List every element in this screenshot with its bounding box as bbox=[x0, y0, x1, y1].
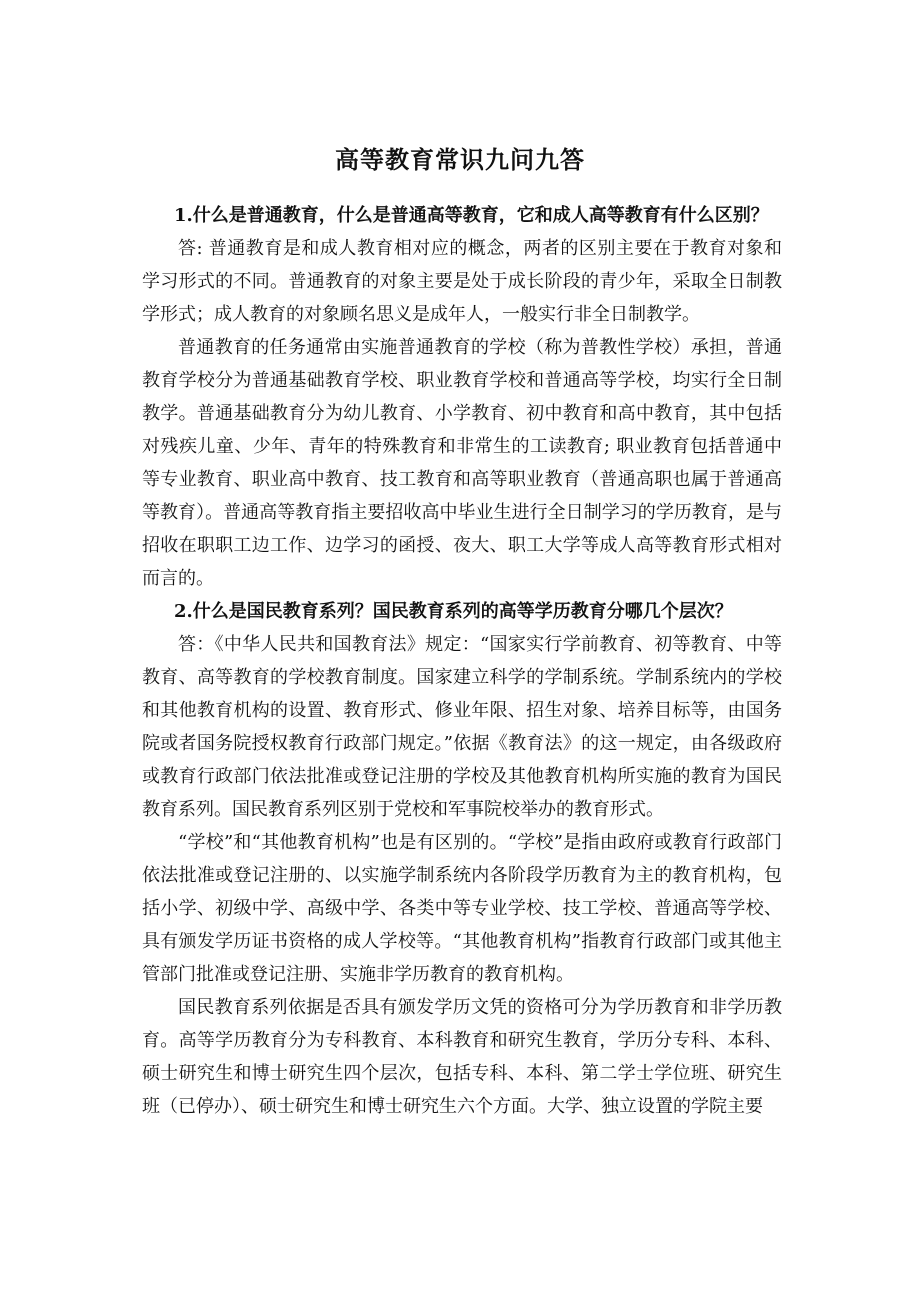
question-1: 1.什么是普通教育，什么是普通高等教育，它和成人高等教育有什么区别？ bbox=[174, 205, 769, 226]
answer-1-paragraph-1: 答: 普通教育是和成人教育相对应的概念，两者的区别主要在于教育对象和学习形式的不同。普通教育的对象主要是处于成长阶段的青少年，采取全日制教学形式；成人教育的对象顾名思义是成年人，一般实行非全日制教学。 bbox=[142, 238, 782, 325]
answer-1-paragraph-2: 普通教育的任务通常由实施普通教育的学校（称为普教性学校）承担，普通教育学校分为普通基础教育学校、职业教育学校和普通高等学校，均实行全日制教学。普通基础教育分为幼儿教育、小学教育、初中教育和高中教育，其中包括对残疾儿童、少年、青年的特殊教育和非常生的工读教育; 职业教育包括普通中等专业教育、职业高中教育、技工教育和高等职业教育（普通高职也属于普通高等教育）。普通高等教育指主要招收高中毕业生进行全日制学习的学历教育，是与招收在职职工边工作、边学习的函授、夜大、职工大学等成人高等教育形式相对而言的。 bbox=[142, 337, 782, 589]
answer-2-paragraph-3: 国民教育系列依据是否具有颁发学历文凭的资格可分为学历教育和非学历教育。高等学历教育分为专科教育、本科教育和研究生教育，学历分专科、本科、硕士研究生和博士研究生四个层次，包括专科、本科、第二学士学位班、研究生班（已停办）、硕士研究生和博士研究生六个方面。大学、独立设置的学院主要 bbox=[142, 997, 782, 1117]
answer-2-paragraph-2: “学校”和“其他教育机构”也是有区别的。“学校”是指由政府或教育行政部门依法批准或登记注册的、以实施学制系统内各阶段学历教育为主的教育机构，包括小学、初级中学、高级中学、各类中等专业学校、技工学校、普通高等学校、具有颁发学历证书资格的成人学校等。“其他教育机构”指教育行政部门或其他主管部门批准或登记注册、实施非学历教育的教育机构。 bbox=[142, 832, 782, 985]
document-body bbox=[142, 199, 782, 1123]
page-title: 高等教育常识九问九答 bbox=[335, 145, 585, 174]
question-2: 2.什么是国民教育系列？国民教育系列的高等学历教育分哪几个层次？ bbox=[174, 601, 733, 622]
answer-2-paragraph-1: 答：《中华人民共和国教育法》规定：“国家实行学前教育、初等教育、中等教育、高等教育的学校教育制度。国家建立科学的学制系统。学制系统内的学校和其他教育机构的设置、教育形式、修业年限、招生对象、培养目标等，由国务院或者国务院授权教育行政部门规定。”依据《教育法》的这一规定，由各级政府或教育行政部门依法批准或登记注册的学校及其他教育机构所实施的教育为国民教育系列。国民教育系列区别于党校和军事院校举办的教育形式。 bbox=[142, 634, 782, 820]
